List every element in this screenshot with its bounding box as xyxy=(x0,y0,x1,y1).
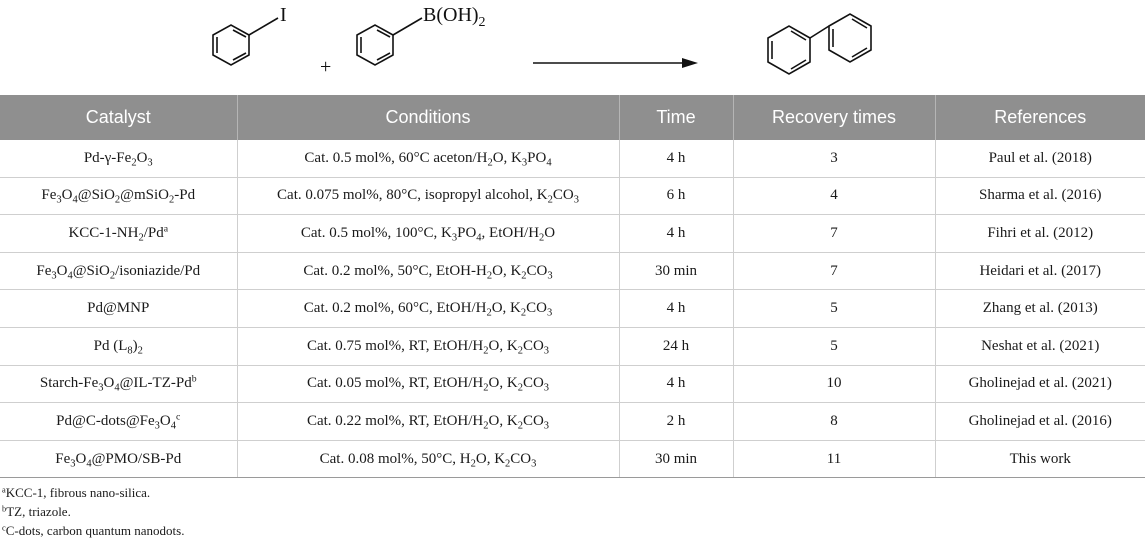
reference-cell: Gholinejad et al. (2021) xyxy=(935,365,1145,403)
table-row xyxy=(0,327,1145,365)
time-cell: 30 min xyxy=(619,440,733,478)
footnote-mark: c xyxy=(2,522,6,533)
reaction-arrow xyxy=(533,58,698,68)
table-row xyxy=(0,403,1145,441)
catalyst-cell: Pd@MNP xyxy=(0,290,237,328)
header-catalyst: Catalyst xyxy=(0,95,237,140)
comparison-table xyxy=(0,95,1145,478)
catalyst-cell: $Pd@C-dots@Fe_3O_4^c$ xyxy=(0,403,237,441)
conditions-cell: Cat. 0.5 mol%, 100°C, $K_3PO_4$, EtOH/$H_2O$ xyxy=(237,215,619,253)
conditions-cell: Cat. 0.2 mol%, 60°C, EtOH/$H_2O$, $K_2CO_3$ xyxy=(237,290,619,328)
header-time: Time xyxy=(619,95,733,140)
reference-cell: Fihri et al. (2012) xyxy=(935,215,1145,253)
table-row xyxy=(0,252,1145,290)
catalyst-cell: $Fe_3O_4@SiO_2/isoniazide/Pd$ xyxy=(0,252,237,290)
recovery-times-cell: 11 xyxy=(733,440,935,478)
conditions-cell: Cat. 0.05 mol%, RT, EtOH/$H_2O$, $K_2CO_3$ xyxy=(237,365,619,403)
catalyst-cell: $Fe_3O_4@SiO_2@mSiO_2-Pd$ xyxy=(0,177,237,215)
reference-cell: Paul et al. (2018) xyxy=(935,140,1145,177)
reference-cell: Heidari et al. (2017) xyxy=(935,252,1145,290)
conditions-cell: Cat. 0.75 mol%, RT, EtOH/$H_2O$, $K_2CO_3$ xyxy=(237,327,619,365)
iodine-label: I xyxy=(280,4,287,26)
header-references: References xyxy=(935,95,1145,140)
time-cell: 4 h xyxy=(619,365,733,403)
table-row xyxy=(0,177,1145,215)
footnote-text: KCC-1, fibrous nano-silica. xyxy=(5,485,151,500)
phenylboronic-acid-structure xyxy=(357,18,422,65)
catalyst-cell: KCC-$1-NH_2/Pd^a$ xyxy=(0,215,237,253)
time-cell: 6 h xyxy=(619,177,733,215)
recovery-times-cell: 7 xyxy=(733,215,935,253)
time-cell: 30 min xyxy=(619,252,733,290)
catalyst-cell: Pd $(L_8)_2$ xyxy=(0,327,237,365)
catalyst-cell: $Pd-\gamma-Fe_2O_3$ xyxy=(0,140,237,177)
header-conditions: Conditions xyxy=(237,95,619,140)
table-footnotes xyxy=(2,483,184,540)
time-cell: 2 h xyxy=(619,403,733,441)
conditions-cell: Cat. 0.075 mol%, 80°C, isopropyl alcohol, $K_2CO_3$ xyxy=(237,177,619,215)
footnote xyxy=(2,521,184,540)
reference-cell: Gholinejad et al. (2016) xyxy=(935,403,1145,441)
header-recovery-times: Recovery times xyxy=(733,95,935,140)
footnote xyxy=(2,502,184,521)
recovery-times-cell: 5 xyxy=(733,327,935,365)
plus-sign: + xyxy=(320,56,332,78)
recovery-times-cell: 10 xyxy=(733,365,935,403)
time-cell: 4 h xyxy=(619,140,733,177)
footnote-text: TZ, triazole. xyxy=(6,504,71,519)
recovery-times-cell: 8 xyxy=(733,403,935,441)
conditions-cell: Cat. 0.5 mol%, 60°C aceton/$H_2O$, $K_3PO_4$ xyxy=(237,140,619,177)
recovery-times-cell: 3 xyxy=(733,140,935,177)
iodobenzene-structure xyxy=(213,18,278,65)
reference-cell: This work xyxy=(935,440,1145,478)
reference-cell: Zhang et al. (2013) xyxy=(935,290,1145,328)
catalyst-cell: $Fe_3O_4@PMO/SB-Pd$ xyxy=(0,440,237,478)
footnote xyxy=(2,483,184,502)
table-row xyxy=(0,140,1145,177)
table-header-row xyxy=(0,95,1145,140)
reference-cell: Sharma et al. (2016) xyxy=(935,177,1145,215)
footnote-text: C-dots, carbon quantum nanodots. xyxy=(5,523,185,538)
recovery-times-cell: 4 xyxy=(733,177,935,215)
conditions-cell: Cat. 0.2 mol%, 50°C, EtOH-$H_2O$, $K_2CO_3$ xyxy=(237,252,619,290)
reaction-scheme xyxy=(0,0,1145,95)
boronic-acid-label: $B(OH)_2$ xyxy=(423,4,486,30)
reference-cell: Neshat et al. (2021) xyxy=(935,327,1145,365)
footnote-mark: b xyxy=(2,503,7,514)
table-row xyxy=(0,290,1145,328)
time-cell: 4 h xyxy=(619,290,733,328)
recovery-times-cell: 7 xyxy=(733,252,935,290)
biphenyl-structure xyxy=(768,14,871,74)
table-row xyxy=(0,365,1145,403)
time-cell: 4 h xyxy=(619,215,733,253)
footnote-mark: a xyxy=(2,484,6,495)
recovery-times-cell: 5 xyxy=(733,290,935,328)
table-row xyxy=(0,215,1145,253)
table-row xyxy=(0,440,1145,478)
time-cell: 24 h xyxy=(619,327,733,365)
conditions-cell: Cat. 0.22 mol%, RT, EtOH/$H_2O$, $K_2CO_3$ xyxy=(237,403,619,441)
catalyst-cell: Starch-$Fe_3O_4@IL-TZ-Pd^b$ xyxy=(0,365,237,403)
conditions-cell: Cat. 0.08 mol%, 50°C, $H_2O$, $K_2CO_3$ xyxy=(237,440,619,478)
